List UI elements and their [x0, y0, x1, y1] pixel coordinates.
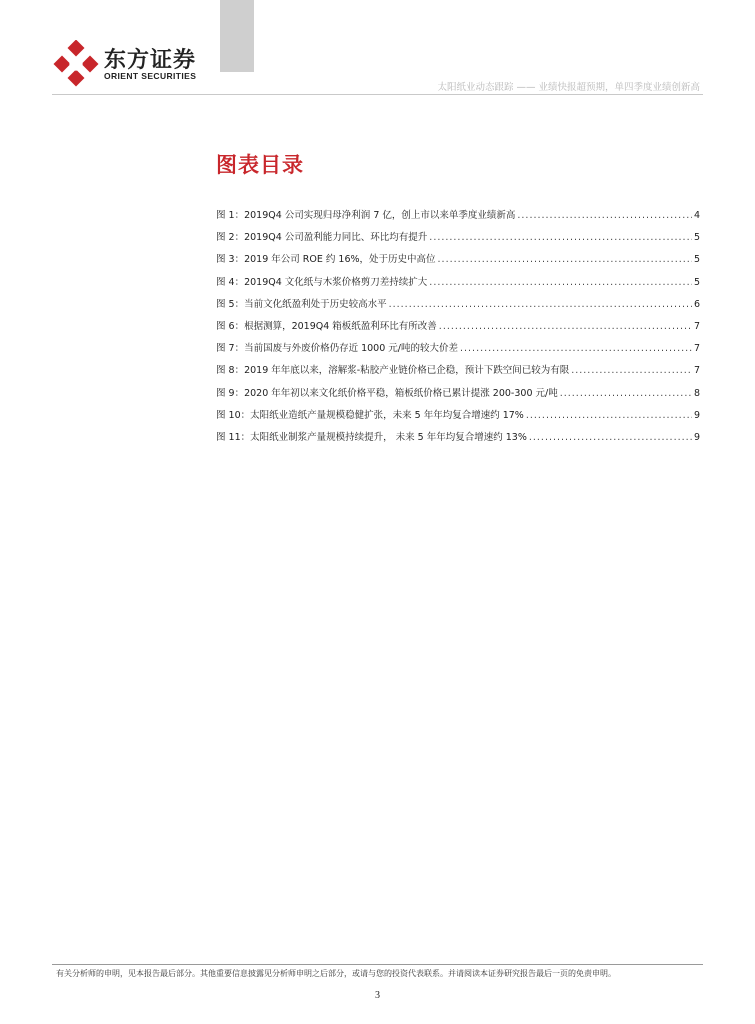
toc-item[interactable]	[216, 407, 700, 429]
toc-item-page: 9	[693, 409, 700, 421]
toc-item-label: 图 9：	[216, 387, 245, 399]
toc-item-label: 图 1：	[216, 210, 245, 221]
toc-item-text: 2019Q4 公司实现归母净利润 7 亿，创上市以来单季度业绩新高	[244, 210, 516, 221]
toc-item-label: 图 7：	[216, 343, 245, 355]
toc-item[interactable]	[216, 340, 700, 362]
toc-item[interactable]	[216, 251, 700, 273]
toc-dot-leader	[517, 210, 692, 221]
toc-dot-leader	[526, 410, 692, 421]
toc-item-page: 7	[693, 365, 700, 377]
toc-item-label: 图 2：	[216, 232, 245, 244]
toc-item-label: 图 3：	[216, 254, 245, 266]
toc-item-text: 当前文化纸盈利处于历史较高水平	[244, 298, 387, 310]
toc-item-text: 太阳纸业制浆产量规模持续提升， 未来 5 年年均复合增速约 13%	[250, 431, 527, 443]
toc-dot-leader	[529, 432, 692, 443]
toc-dot-leader	[429, 232, 692, 243]
toc-item[interactable]	[216, 385, 700, 407]
toc-item-text: 2019Q4 公司盈利能力同比、环比均有提升	[244, 232, 428, 244]
toc-item-text: 当前国废与外废价格仍存近 1000 元/吨的较大价差	[244, 343, 458, 355]
toc-item-page: 7	[693, 320, 700, 332]
brand-name-cn: 东方证券	[104, 48, 197, 73]
toc-dot-leader	[389, 299, 692, 310]
page-number: 3	[375, 990, 380, 1001]
toc-item-page: 9	[693, 431, 700, 443]
toc-item-text: 2020 年年初以来文化纸价格平稳，箱板纸价格已累计提涨 200-300 元/吨	[244, 387, 558, 399]
toc-item-page: 5	[693, 232, 700, 244]
header-gray-bar	[220, 0, 254, 72]
toc-dot-leader	[460, 343, 692, 354]
header-divider	[52, 94, 703, 95]
toc-dot-leader	[439, 321, 692, 332]
toc-item[interactable]	[216, 296, 700, 318]
toc-item-text: 太阳纸业造纸产量规模稳健扩张，未来 5 年年均复合增速约 17%	[250, 409, 524, 421]
toc-item[interactable]	[216, 429, 700, 451]
toc-title: 图表目录	[216, 153, 304, 177]
toc-item-label: 图 6：	[216, 320, 245, 332]
toc-item-text: 2019 年年底以来，溶解浆-粘胶产业链价格已企稳，预计下跌空间已较为有限	[244, 365, 570, 377]
toc-item-page: 4	[693, 210, 700, 221]
footer-divider	[52, 964, 703, 965]
toc-dot-leader	[571, 365, 692, 376]
toc-item[interactable]	[216, 318, 700, 340]
toc-item-page: 5	[693, 254, 700, 266]
toc-item[interactable]	[216, 362, 700, 384]
toc-item-page: 7	[693, 343, 700, 355]
toc-dot-leader	[438, 254, 692, 265]
toc-item-text: 2019 年公司 ROE 约 16%，处于历史中高位	[244, 254, 436, 266]
toc-item-text: 根据测算，2019Q4 箱板纸盈利环比有所改善	[244, 320, 437, 332]
toc-item-label: 图 11：	[216, 431, 251, 443]
toc-dot-leader	[429, 277, 692, 288]
toc-item-text: 2019Q4 文化纸与木浆价格剪刀差持续扩大	[244, 276, 428, 288]
toc-dot-leader	[560, 388, 692, 399]
brand-name-en: ORIENT SECURITIES	[104, 71, 197, 81]
toc-item-page: 5	[693, 276, 700, 288]
toc-item-page: 8	[693, 387, 700, 399]
orient-securities-logo-icon	[52, 40, 100, 88]
toc-item-label: 图 4：	[216, 276, 245, 288]
toc-item[interactable]	[216, 207, 700, 229]
toc-list	[216, 207, 700, 451]
toc-item[interactable]	[216, 274, 700, 296]
toc-item-label: 图 5：	[216, 298, 245, 310]
toc-item-label: 图 10：	[216, 409, 251, 421]
toc-item[interactable]	[216, 229, 700, 251]
toc-item-page: 6	[693, 298, 700, 310]
report-header-title: 太阳纸业动态跟踪 —— 业绩快报超预期，单四季度业绩创新高	[437, 82, 700, 93]
footer-disclaimer: 有关分析师的申明，见本报告最后部分。其他重要信息披露见分析师申明之后部分，或请与您的投资代表联系。并请阅读本证券研究报告最后一页的免责申明。	[56, 969, 616, 978]
toc-item-label: 图 8：	[216, 365, 245, 377]
